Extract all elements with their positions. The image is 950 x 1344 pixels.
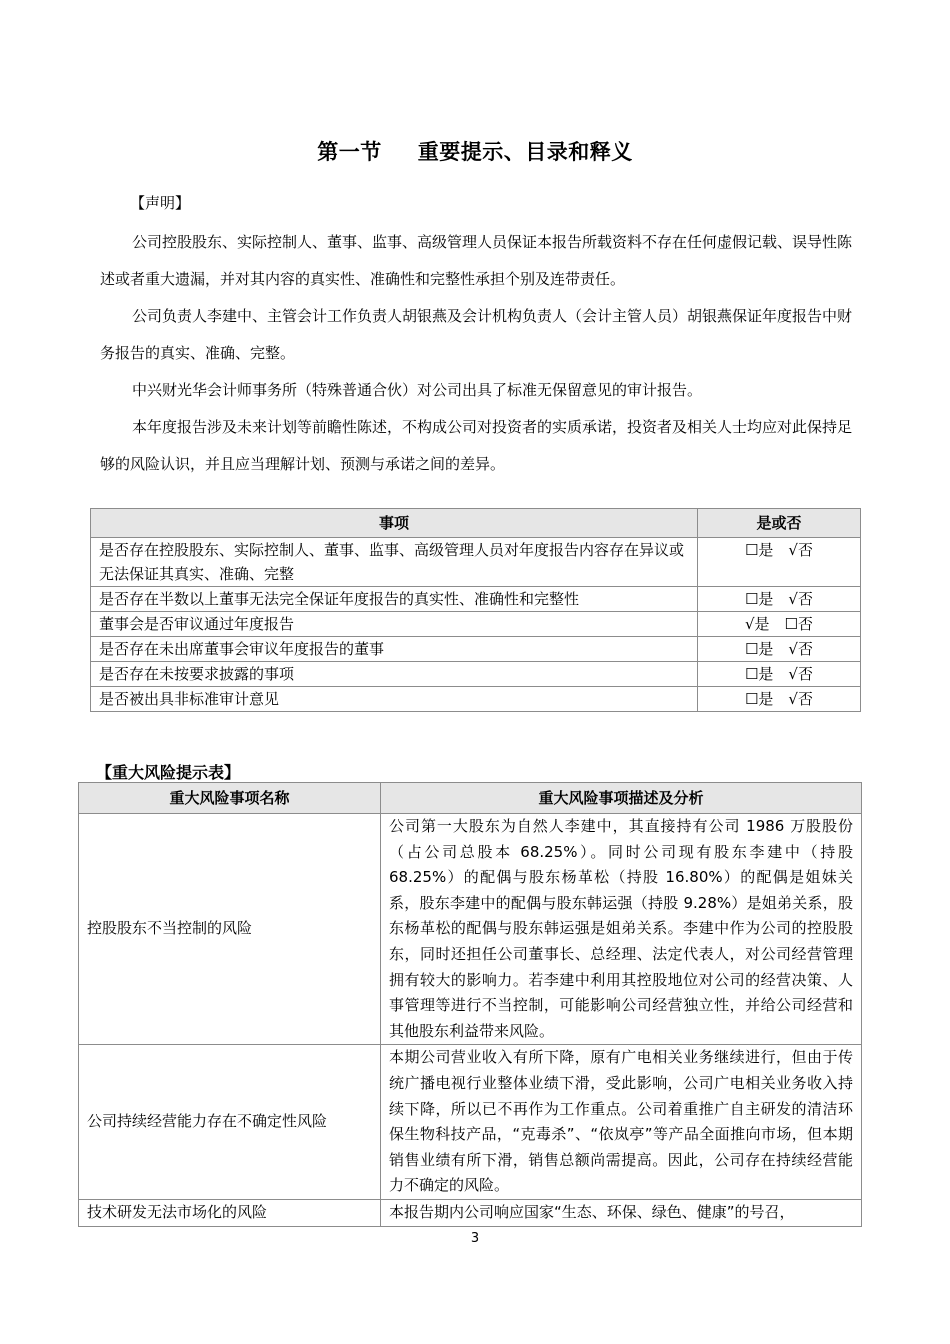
matters-header-item: 事项 [91, 509, 698, 538]
risk-name: 公司持续经营能力存在不确定性风险 [79, 1045, 381, 1200]
table-row [91, 687, 861, 712]
risk-table [78, 782, 862, 1227]
risk-name: 技术研发无法市场化的风险 [79, 1199, 381, 1226]
declaration-paragraph-4: 本年度报告涉及未来计划等前瞻性陈述，不构成公司对投资者的实质承诺，投资者及相关人士均应对此保持足够的风险认识，并且应当理解计划、预测与承诺之间的差异。 [100, 418, 853, 473]
matter-answer: ☐是 √否 [698, 538, 861, 587]
matter-answer: ☐是 √否 [698, 637, 861, 662]
matter-answer: √是 ☐否 [698, 612, 861, 637]
matter-item: 是否被出具非标准审计意见 [91, 687, 698, 712]
matter-item: 董事会是否审议通过年度报告 [91, 612, 698, 637]
section-name: 重要提示、目录和释义 [417, 140, 633, 164]
table-row [91, 587, 861, 612]
declaration-paragraph-2: 公司负责人李建中、主管会计工作负责人胡银燕及会计机构负责人（会计主管人员）胡银燕保证年度报告中财务报告的真实、准确、完整。 [100, 307, 853, 362]
declaration-paragraph-1: 公司控股股东、实际控制人、董事、监事、高级管理人员保证本报告所载资料不存在任何虚假记载、误导性陈述或者重大遗漏，并对其内容的真实性、准确性和完整性承担个别及连带责任。 [100, 233, 853, 288]
matters-table-header [91, 509, 861, 538]
matter-item: 是否存在控股股东、实际控制人、董事、监事、高级管理人员对年度报告内容存在异议或无法保证其真实、准确、完整 [91, 538, 698, 587]
matter-answer: ☐是 √否 [698, 687, 861, 712]
page-number: 3 [470, 1231, 480, 1246]
table-row [91, 637, 861, 662]
declaration-heading: 【声明】 [130, 194, 191, 212]
declaration-paragraph-3: 中兴财光华会计师事务所（特殊普通合伙）对公司出具了标准无保留意见的审计报告。 [132, 381, 703, 399]
matters-table [90, 508, 861, 712]
risk-table-title: 【重大风险提示表】 [96, 763, 241, 782]
risk-description: 本报告期内公司响应国家“生态、环保、绿色、健康”的号召， [381, 1199, 862, 1226]
risk-description: 公司第一大股东为自然人李建中，其直接持有公司 1986 万股股份（占公司总股本 68.25%）。同时公司现有股东李建中（持股 68.25%）的配偶与股东杨革松（持股 16.80%）的配偶是姐妹关系，股东李建中的配偶与股东韩运强（持股 9.28%）是姐弟关系，股东杨革松的配偶与股东韩运强是姐弟关系。李建中作为公司的控股股东，同时还担任公司董事长、总经理、法定代表人，对公司经营管理拥有较大的影响力。若李建中利用其控股地位对公司的经营决策、人事管理等进行不当控制，可能影响公司经营独立性，并给公司经营和其他股东利益带来风险。 [381, 814, 862, 1045]
matter-answer: ☐是 √否 [698, 587, 861, 612]
matters-header-answer: 是或否 [698, 509, 861, 538]
matter-answer: ☐是 √否 [698, 662, 861, 687]
table-row [79, 814, 862, 1045]
section-number: 第一节 [317, 140, 382, 164]
table-row [91, 538, 861, 587]
table-row [91, 662, 861, 687]
table-row [91, 612, 861, 637]
matter-item: 是否存在未出席董事会审议年度报告的董事 [91, 637, 698, 662]
risk-name: 控股股东不当控制的风险 [79, 814, 381, 1045]
risk-header-description: 重大风险事项描述及分析 [381, 783, 862, 814]
section-title [0, 136, 950, 166]
table-row [79, 1045, 862, 1200]
risk-header-name: 重大风险事项名称 [79, 783, 381, 814]
matter-item: 是否存在未按要求披露的事项 [91, 662, 698, 687]
matter-item: 是否存在半数以上董事无法完全保证年度报告的真实性、准确性和完整性 [91, 587, 698, 612]
risk-table-header [79, 783, 862, 814]
risk-description: 本期公司营业收入有所下降，原有广电相关业务继续进行，但由于传统广播电视行业整体业绩下滑，受此影响，公司广电相关业务收入持续下降，所以已不再作为工作重点。公司着重推广自主研发的清洁环保生物科技产品，“克毒杀”、“依岚亭”等产品全面推向市场，但本期销售业绩有所下滑，销售总额尚需提高。因此，公司存在持续经营能力不确定的风险。 [381, 1045, 862, 1200]
table-row [79, 1199, 862, 1226]
